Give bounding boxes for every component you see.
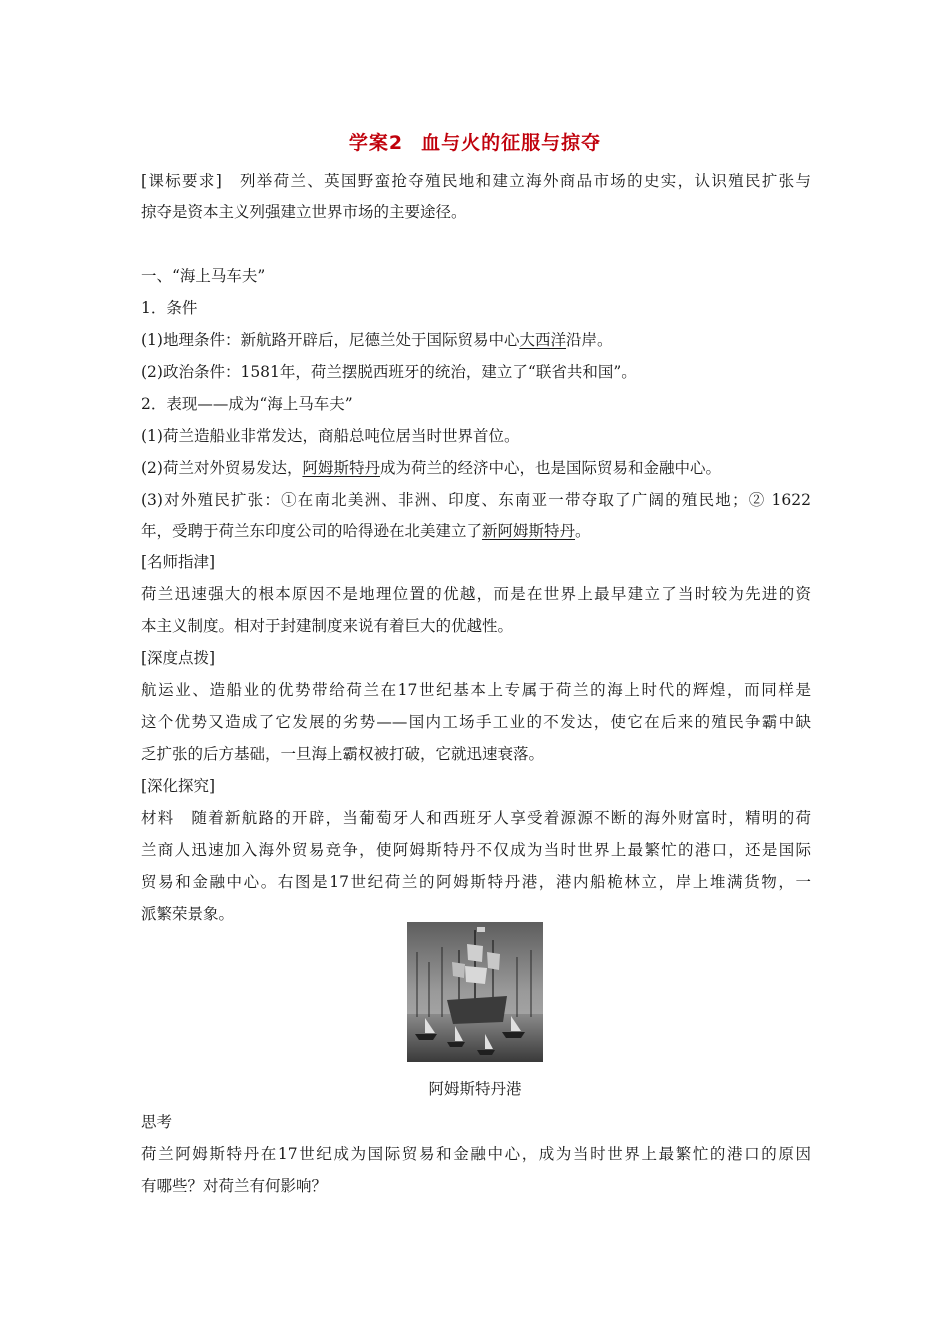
curriculum-requirement-line-1: [课标要求] 列举荷兰、英国野蛮抢夺殖民地和建立海外商品市场的史实，认识殖民扩张与 [141,172,811,190]
teacher-guide-line-2: 本主义制度。相对于封建制度来说有着巨大的优越性。 [141,617,514,635]
subheading-performance: 2．表现——成为“海上马车夫” [141,395,353,413]
depth-point-line-3: 乏扩张的后方基础，一旦海上霸权被打破，它就迅速衰落。 [141,745,545,763]
amsterdam-port-painting [407,922,543,1062]
think-question-line-1: 荷兰阿姆斯特丹在17世纪成为国际贸易和金融中心，成为当时世界上最繁忙的港口的原因 [141,1145,811,1163]
title-text: 血与火的征服与掠夺 [421,132,602,154]
point-shipbuilding: (1)荷兰造船业非常发达，商船总吨位居当时世界首位。 [141,427,520,445]
think-label: 思考 [141,1113,173,1131]
think-question-line-2: 有哪些？对荷兰有何影响？ [141,1177,328,1195]
underlined-term: 大西洋 [519,331,566,349]
geography-condition: (1)地理条件：新航路开辟后，尼德兰处于国际贸易中心大西洋沿岸。 [141,331,613,349]
underlined-term: 新阿姆斯特丹 [482,522,576,540]
depth-point-line-2: 这个优势又造成了它发展的劣势——国内工场手工业的不发达，使它在后来的殖民争霸中缺 [141,713,811,731]
curriculum-requirement-line-2: 掠夺是资本主义列强建立世界市场的主要途径。 [141,203,467,221]
material-line-4: 派繁荣景象。 [141,905,235,923]
material-line-2: 兰商人迅速加入海外贸易竞争，使阿姆斯特丹不仅成为当时世界上最繁忙的港口，还是国际 [141,841,811,859]
subheading-conditions: 1．条件 [141,299,198,317]
point-colonial-line-2: 年，受聘于荷兰东印度公司的哈得逊在北美建立了新阿姆斯特丹。 [141,522,591,540]
teacher-guide-label: [名师指津] [141,553,216,571]
depth-point-label: [深度点拨] [141,649,216,667]
teacher-guide-line-1: 荷兰迅速强大的根本原因不是地理位置的优越，而是在世界上最早建立了当时较为先进的资 [141,585,811,603]
depth-point-line-1: 航运业、造船业的优势带给荷兰在17世纪基本上专属于荷兰的海上时代的辉煌，而同样是 [141,681,811,699]
material-line-1: 材料 随着新航路的开辟，当葡萄牙人和西班牙人享受着源源不断的海外财富时，精明的荷 [141,809,811,827]
section-heading: 一、“海上马车夫” [141,267,266,285]
underlined-term: 阿姆斯特丹 [302,459,380,477]
material-line-3: 贸易和金融中心。右图是17世纪荷兰的阿姆斯特丹港，港内船桅林立，岸上堆满货物，一 [141,873,811,891]
point-colonial-line-1: (3)对外殖民扩张：①在南北美洲、非洲、印度、东南亚一带夺取了广阔的殖民地；② 1622 [141,491,811,509]
figure-caption: 阿姆斯特丹港 [428,1080,522,1098]
deep-inquiry-label: [深化探究] [141,777,216,795]
page-title [0,128,950,155]
political-condition: (2)政治条件：1581年，荷兰摆脱西班牙的统治，建立了“联省共和国”。 [141,363,637,381]
title-lesson-number: 学案2 [348,132,404,154]
point-trade: (2)荷兰对外贸易发达，阿姆斯特丹成为荷兰的经济中心，也是国际贸易和金融中心。 [141,459,721,477]
